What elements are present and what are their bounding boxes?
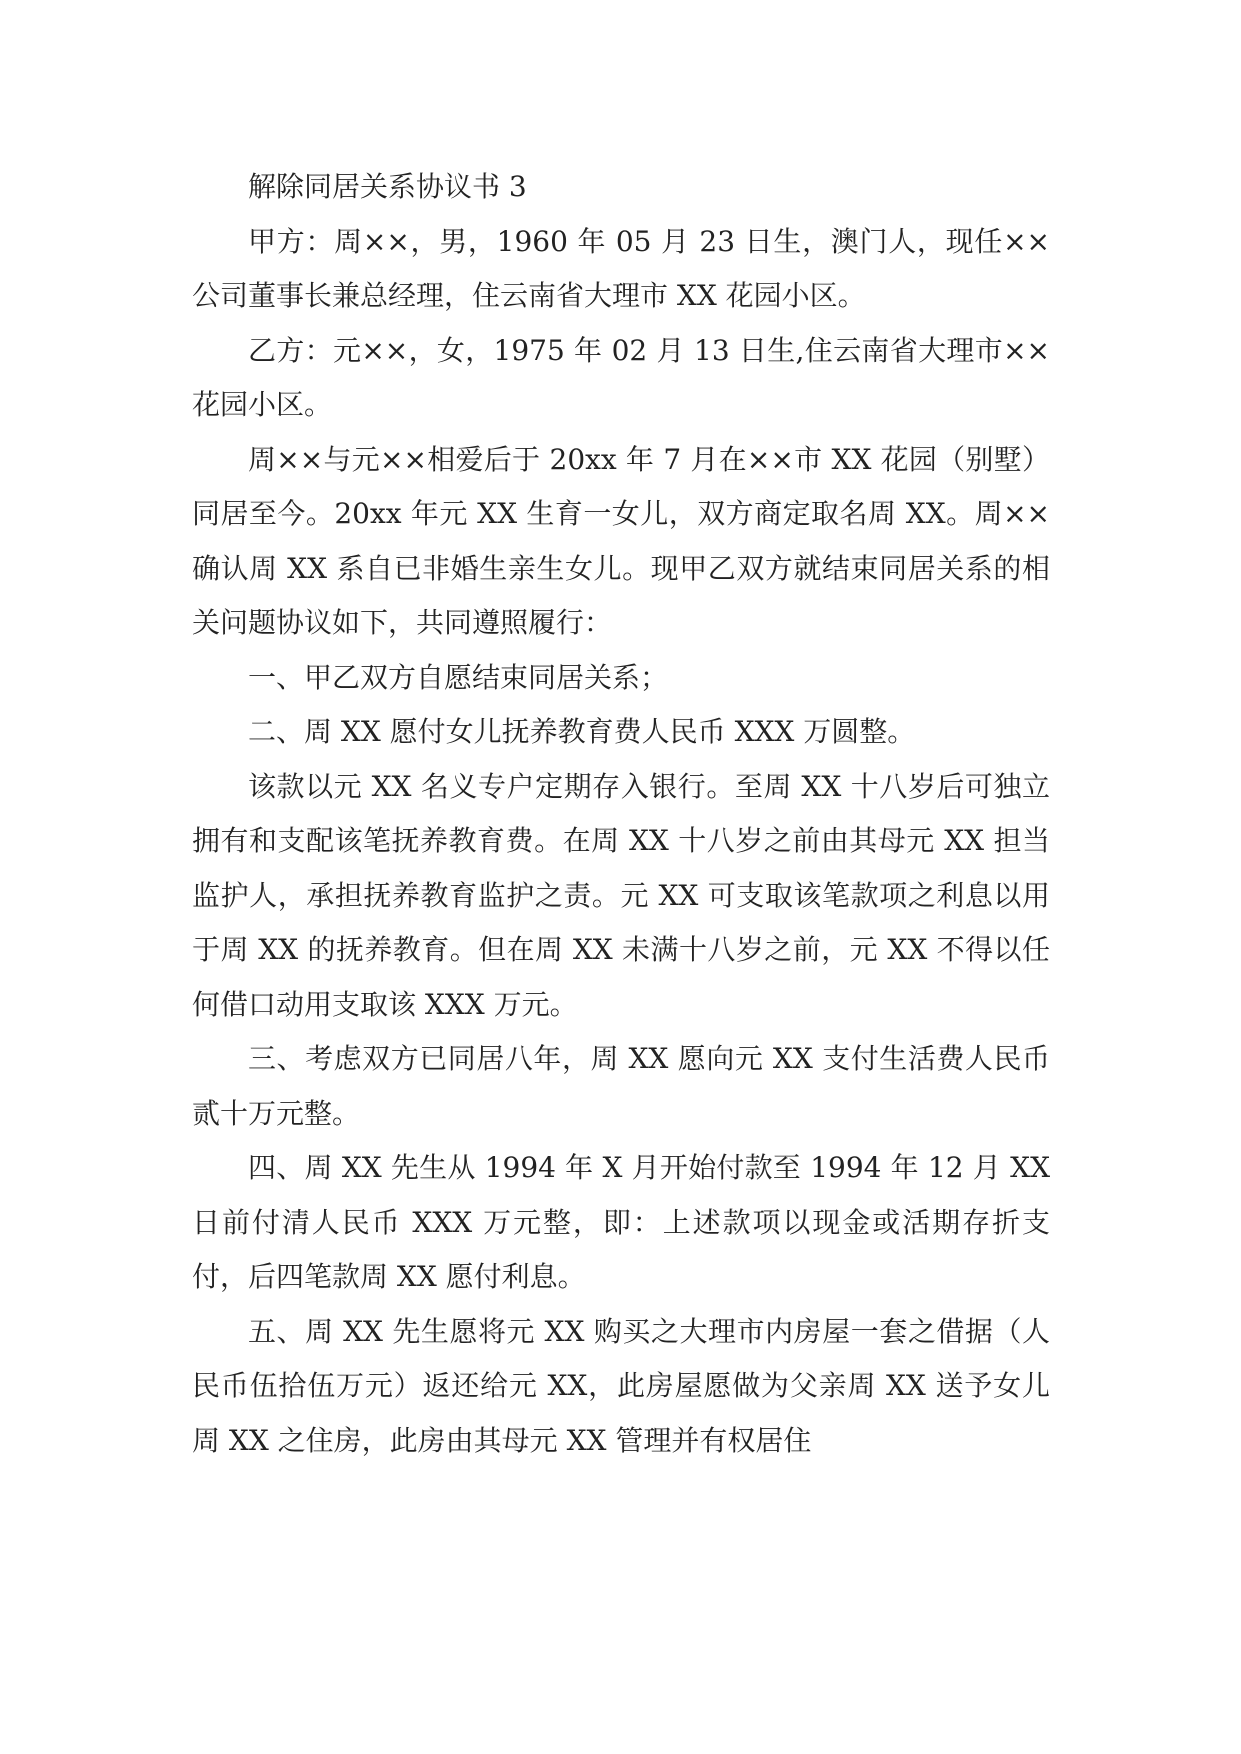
paragraph-clause-3: 三、考虑双方已同居八年，周 XX 愿向元 XX 支付生活费人民币贰十万元整。 <box>192 1042 1050 1130</box>
document-title: 解除同居关系协议书 3 <box>248 170 527 203</box>
paragraph-clause-4: 四、周 XX 先生从 1994 年 X 月开始付款至 1994 年 12 月 XX 日前付清人民币 XXX 万元整，即：上述款项以现金或活期存折支付，后四笔款周 XX 愿付利息。 <box>192 1151 1050 1293</box>
paragraph-party-b: 乙方：元××，女，1975 年 02 月 13 日生,住云南省大理市××花园小区。 <box>192 333 1050 421</box>
paragraph-clause-2: 二、周 XX 愿付女儿抚养教育费人民币 XXX 万圆整。 <box>248 715 916 748</box>
paragraph-clause-5: 五、周 XX 先生愿将元 XX 购买之大理市内房屋一套之借据（人民币伍拾伍万元）返还给元 XX，此房屋愿做为父亲周 XX 送予女儿周 XX 之住房，此房由其母元 XX 管理并有权居住 <box>192 1314 1050 1457</box>
paragraph-clause-2-detail: 该款以元 XX 名义专户定期存入银行。至周 XX 十八岁后可独立拥有和支配该笔抚养教育费。在周 XX 十八岁之前由其母元 XX 担当监护人，承担抚养教育监护之责。元 XX 可支取该笔款项之利息以用于周 XX 的抚养教育。但在周 XX 未满十八岁之前，元 XX 不得以任何借口动用支取该 XXX 万元。 <box>192 769 1050 1021</box>
paragraph-background: 周××与元××相爱后于 20xx 年 7 月在××市 XX 花园（别墅）同居至今。20xx 年元 XX 生育一女儿，双方商定取名周 XX。周××确认周 XX 系自已非婚生亲生女儿。现甲乙双方就结束同居关系的相关问题协议如下，共同遵照履行： <box>192 442 1050 639</box>
paragraph-clause-1: 一、甲乙双方自愿结束同居关系； <box>248 660 669 694</box>
document-body <box>192 160 1050 1468</box>
paragraph-party-a: 甲方：周××，男，1960 年 05 月 23 日生，澳门人，现任××公司董事长兼总经理，住云南省大理市 XX 花园小区。 <box>192 224 1050 312</box>
